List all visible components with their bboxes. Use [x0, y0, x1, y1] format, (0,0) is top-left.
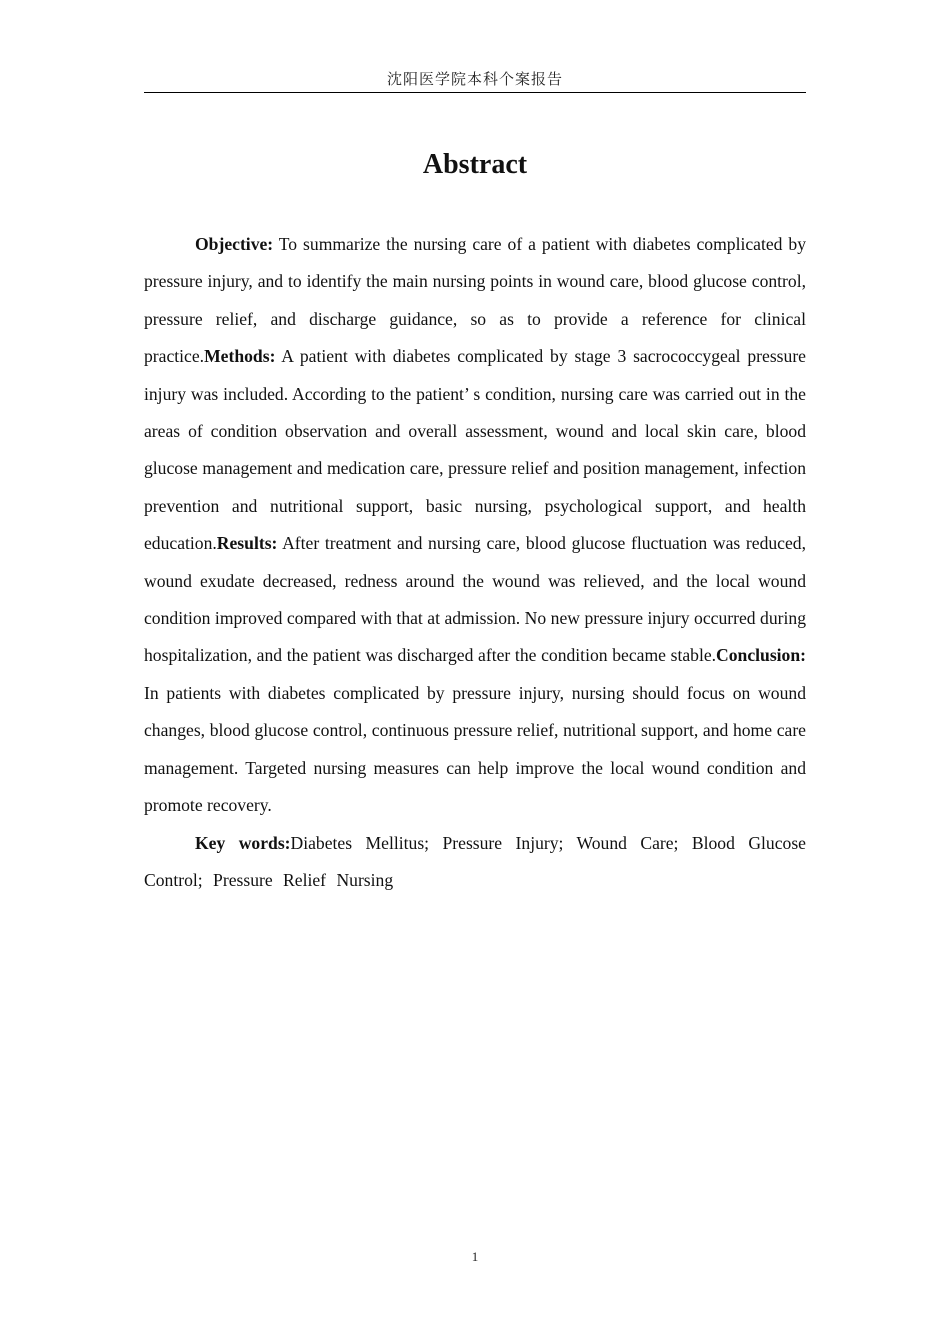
- objective-text: To summarize the nursing care of a patient with diabetes complicated by pressure injury, and to identify the main nursing points in wound care, blood glucose control, pressure relief, and discharge guidance, so as to provide a reference for clinical practice.: [144, 234, 806, 367]
- page-header: 沈阳医学院本科个案报告: [144, 66, 806, 93]
- keywords-label: Key words:: [195, 832, 291, 853]
- page-number: 1: [471, 1249, 479, 1264]
- abstract-title: Abstract: [422, 149, 528, 180]
- keywords-text: Diabetes Mellitus; Pressure Injury; Wound Care; Blood Glucose Control; Pressure Relief Nursing: [144, 832, 806, 890]
- keywords-paragraph: [144, 825, 806, 900]
- results-label: Results:: [216, 533, 278, 554]
- conclusion-text: In patients with diabetes complicated by pressure injury, nursing should focus on wound changes, blood glucose control, continuous pressure relief, nutritional support, and home care management. Targeted nursing measures can help improve the local wound condition and promote recovery.: [144, 682, 806, 816]
- methods-label: Methods:: [204, 346, 276, 367]
- objective-label: Objective:: [195, 234, 274, 254]
- results-text: After treatment and nursing care, blood glucose fluctuation was reduced, wound exudate decreased, redness around the wound was relieved, and the local wound condition improved compared with that at admission. No new pressure injury occurred during hospitalization, and the patient was discharged after the condition became stable.: [144, 533, 806, 666]
- conclusion-label: Conclusion:: [716, 645, 806, 666]
- abstract-paragraph: [144, 226, 806, 825]
- methods-text: A patient with diabetes complicated by stage 3 sacrococcygeal pressure injury was included. According to the patient’ s condition, nursing care was carried out in the areas of condition observation and overall assessment, wound and local skin care, blood glucose management and medication care, pressure relief and position management, infection prevention and nutritional support, basic nursing, psychological support, and health education.: [144, 346, 806, 554]
- abstract-body: [144, 226, 806, 899]
